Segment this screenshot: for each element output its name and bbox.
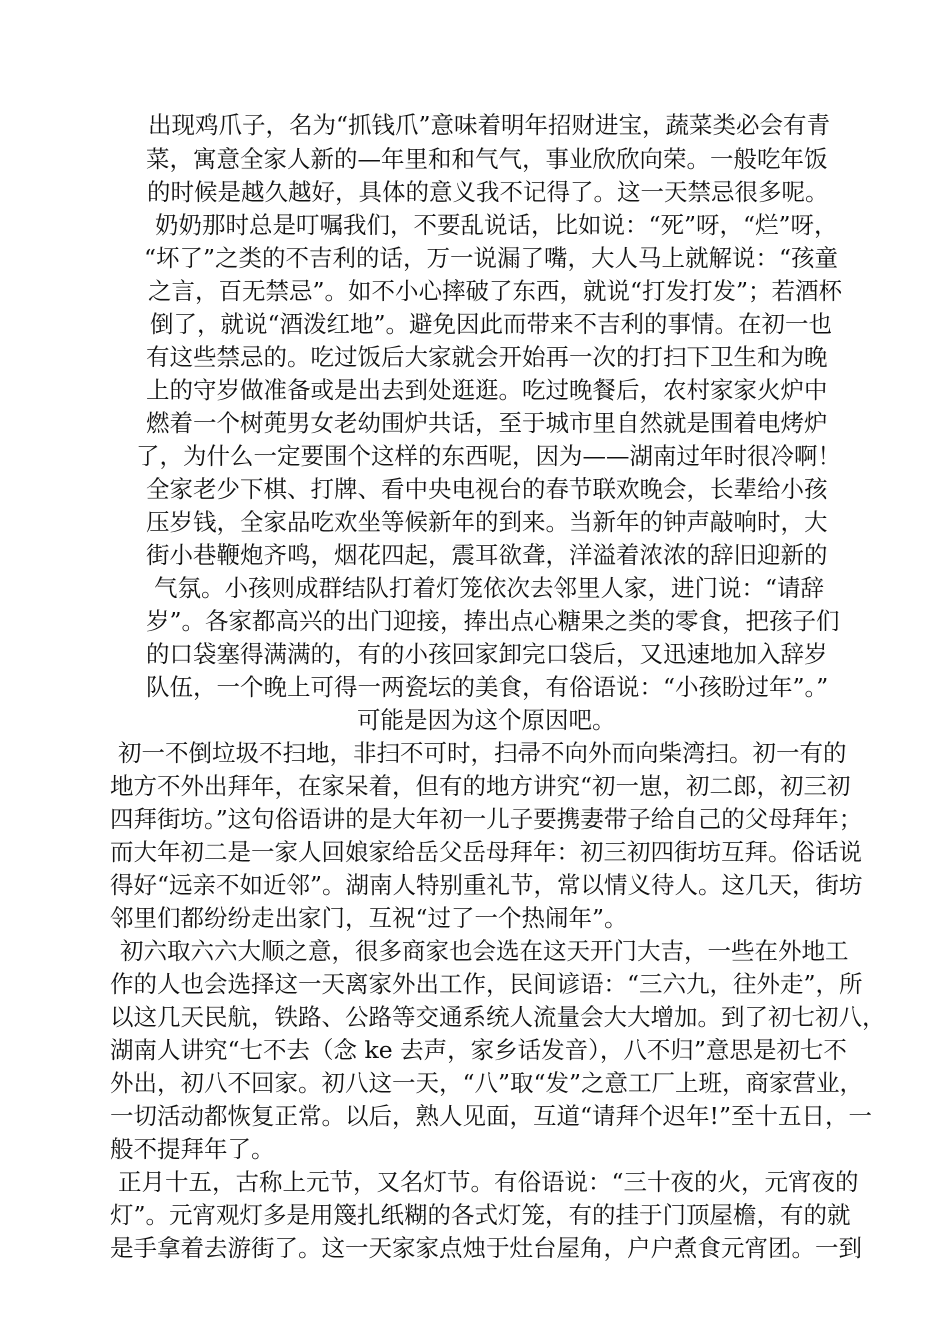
block1-line: 气氛。小孩则成群结队打着灯笼依次去邻里人家，进门说：“请辞 (154, 574, 825, 602)
block2-line: 地方不外出拜年，在家呆着，但有的地方讲究“初一崽，初二郎，初三初 (110, 772, 851, 800)
block1-line: 倒了，就说“酒泼红地”。避免因此而带来不吉利的事情。在初一也 (150, 310, 833, 338)
block2-line: 作的人也会选择这一天离家外出工作，民间谚语：“三六九，往外走”，所 (110, 970, 863, 998)
block1-line: 燃着一个树蔸男女老幼围炉共话，至于城市里自然就是围着电烤炉 (146, 409, 828, 437)
block1-line: 岁”。各家都高兴的出门迎接，捧出点心糖果之类的零食，把孩子们 (146, 607, 840, 635)
block2-line: 四拜街坊。”这句俗语讲的是大年初一儿子要携妻带子给自己的父母拜年； (110, 805, 863, 833)
block2-line: 正月十五，古称上元节，又名灯节。有俗语说：“三十夜的火，元宵夜的 (118, 1168, 859, 1196)
block1-line: 上的守岁做准备或是出去到处逛逛。吃过晚餐后，农村家家火炉中 (146, 376, 828, 404)
block1-line: 的口袋塞得满满的，有的小孩回家卸完口袋后，又迅速地加入辞岁 (146, 640, 828, 668)
block2-line: 而大年初二是一家人回娘家给岳父岳母拜年：初三初四街坊互拜。俗话说 (110, 838, 862, 866)
block1-line: 菜，寓意全家人新的—年里和和气气，事业欣欣向荣。一般吃年饭 (146, 145, 828, 173)
block2-line: 湖南人讲究“七不去（念 ke 去声，家乡话发音），八不归”意思是初七不 (110, 1036, 847, 1064)
block2-line: 初一不倒垃圾不扫地，非扫不可时，扫帚不向外而向柴湾扫。初一有的 (118, 739, 847, 767)
block2-line: 以这几天民航，铁路、公路等交通系统人流量会大大增加。到了初七初八， (110, 1003, 886, 1031)
block1-line: 之言，百无禁忌”。如不小心摔破了东西，就说“打发打发”；若酒杯 (148, 277, 843, 305)
block2-line: 一切活动都恢复正常。以后，熟人见面，互道“请拜个迟年!”至十五日，一 (110, 1102, 872, 1130)
block2-line: 是手拿着去游街了。这一天家家点烛于灶台屋角，户户煮食元宵团。一到 (110, 1234, 862, 1262)
block1-line: 了，为什么一定要围个这样的东西呢，因为——湖南过年时很冷啊！ (136, 442, 841, 470)
block2-line: 般不提拜年了。 (110, 1135, 275, 1163)
block2-line: 邻里们都纷纷走出家门，互祝“过了一个热闹年”。 (110, 904, 628, 932)
block1-line: 队伍，一个晚上可得一两瓷坛的美食，有俗语说：“小孩盼过年”。” (146, 673, 829, 701)
block1-line: 街小巷鞭炮齐鸣，烟花四起，震耳欲聋，洋溢着浓浓的辞旧迎新的 (146, 541, 828, 569)
block1-line: 全家老少下棋、打牌、看中央电视台的春节联欢晚会，长辈给小孩 (146, 475, 828, 503)
block1-line: 的时候是越久越好，具体的意义我不记得了。这一天禁忌很多呢。 (147, 178, 829, 206)
block1-line: 有这些禁忌的。吃过饭后大家就会开始再一次的打扫下卫生和为晚 (146, 343, 828, 371)
block1-line: 压岁钱，全家品吃欢坐等候新年的到来。当新年的钟声敲响时，大 (146, 508, 828, 536)
block1-line: 奶奶那时总是叮嘱我们，不要乱说话，比如说：“死”呀，“烂”呀， (155, 211, 838, 239)
block1-line: “坏了”之类的不吉利的话，万一说漏了嘴，大人马上就解说：“孩童 (144, 244, 839, 272)
block2-line: 外出，初八不回家。初八这一天，“八”取“发”之意工厂上班，商家营业， (110, 1069, 864, 1097)
block2-line: 灯”。元宵观灯多是用篾扎纸糊的各式灯笼，有的挂于门顶屋檐，有的就 (110, 1201, 851, 1229)
block2-line: 初六取六六大顺之意，很多商家也会选在这天开门大吉，一些在外地工 (120, 937, 849, 965)
block1-closing-line: 可能是因为这个原因吧。 (357, 706, 616, 734)
block2-line: 得好“远亲不如近邻”。湖南人特别重礼节，常以情义待人。这几天，街坊 (110, 871, 863, 899)
block1-line: 出现鸡爪子，名为“抓钱爪”意味着明年招财进宝，蔬菜类必会有青 (148, 111, 831, 139)
